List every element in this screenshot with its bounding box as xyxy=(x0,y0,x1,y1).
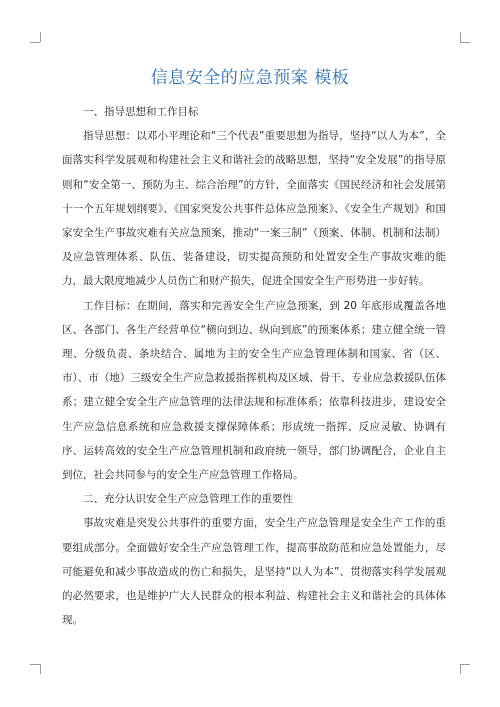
paragraph-importance: 事故灾难是突发公共事件的重要方面，安全生产应急管理是安全生产工作的重要组成部分。全面做好安全生产应急管理工作，提高事故防范和应急处置能力，尽可能避免和减少事故造成的伤亡和损失，是坚持“以人为本”、贯彻落实科学发展观的必然要求，也是维护广大人民群众的根本利益、构建社会主义和谐社会的具体体现。 xyxy=(62,517,446,627)
document-body xyxy=(62,100,446,632)
section-heading-2: 二、充分认识安全生产应急管理工作的重要性 xyxy=(83,493,293,506)
crop-mark-bottom-right-v xyxy=(460,664,461,674)
crop-mark-top-left-v xyxy=(40,32,41,42)
document-title: 信息安全的应急预案 模板 xyxy=(150,68,350,88)
crop-mark-top-right-h xyxy=(460,42,470,43)
crop-mark-top-left-h xyxy=(30,42,40,43)
crop-mark-top-right-v xyxy=(460,32,461,42)
crop-mark-bottom-left-v xyxy=(40,664,41,674)
paragraph-work-goals: 工作目标：在期间，落实和完善安全生产应急预案，到 20 年底形成覆盖各地区、各部门、各生产经营单位“横向到边、纵向到底”的预案体系；建立健全统一管理、分级负责、条块结合、属地为主的安全生产应急管理体制和国家、省（区、市）、市（地）三级安全生产应急救援指挥机构及区域、骨干、专业应急救援队伍体系；建立健全安全生产应急管理的法律法规和标准体系；依靠科技进步，建设安全生产应急信息系统和应急救援支撑保障体系；形成统一指挥、反应灵敏、协调有序、运转高效的安全生产应急管理机制和政府统一领导，部门协调配合，企业自主到位，社会共同参与的安全生产应急管理工作格局。 xyxy=(62,299,446,482)
paragraph-guiding-ideology: 指导思想：以邓小平理论和“三个代表”重要思想为指导，坚持“以人为本”，全面落实科学发展观和构建社会主义和谐社会的战略思想，坚持“安全发展”的指导原则和“安全第一、预防为主、综合治理”的方针，全面落实《国民经济和社会发展第十一个五年规划纲要》、《国家突发公共事件总体应急预案》、《安全生产规划》和国家安全生产事故灾难有关应急预案，推动“一案三制”（预案、体制、机制和法制）及应急管理体系、队伍、装备建设，切实提高预防和处置安全生产事故灾难的能力，最大限度地减少人员伤亡和财产损失，促进全国安全生产形势进一步好转。 xyxy=(62,130,446,288)
crop-mark-bottom-left-h xyxy=(30,664,40,665)
crop-mark-bottom-right-h xyxy=(460,664,470,665)
section-heading-1: 一、指导思想和工作目标 xyxy=(83,106,199,118)
